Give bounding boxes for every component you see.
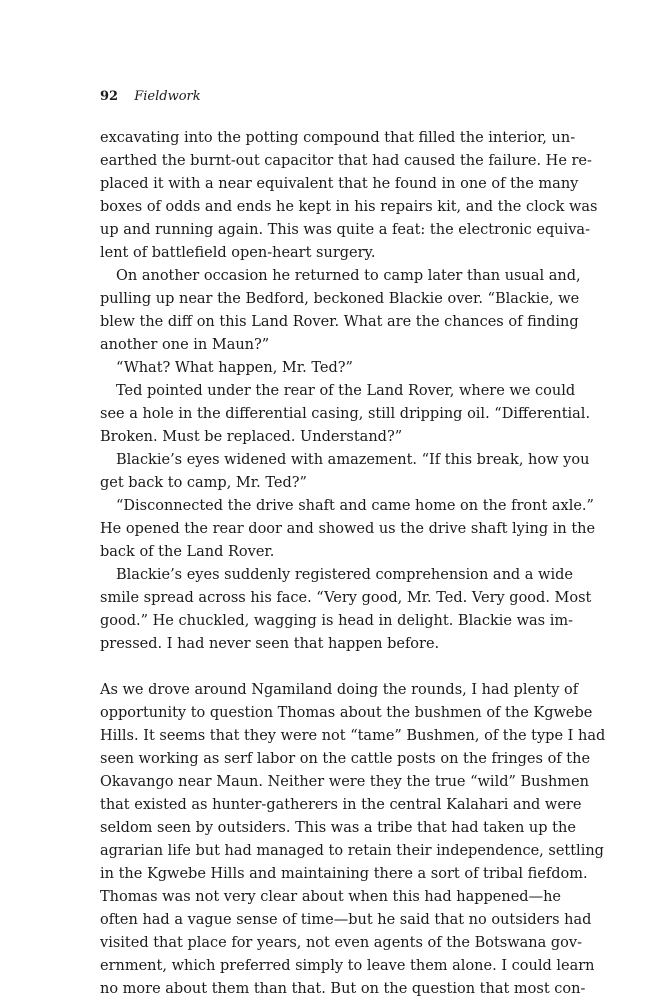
text-line: ernment, which preferred simply to leave them alone. I could learn xyxy=(100,958,595,974)
text-line: Ted pointed under the rear of the Land Rover, where we could xyxy=(116,383,576,399)
text-line: On another occasion he returned to camp later than usual and, xyxy=(116,268,581,284)
text-line: see a hole in the differential casing, still dripping oil. “Differential. xyxy=(100,406,591,422)
text-line: boxes of odds and ends he kept in his repairs kit, and the clock was xyxy=(100,199,598,215)
text-line: back of the Land Rover. xyxy=(100,544,275,560)
text-line: often had a vague sense of time—but he said that no outsiders had xyxy=(100,912,592,928)
text-line: pulling up near the Bedford, beckoned Blackie over. “Blackie, we xyxy=(100,291,580,307)
text-line: blew the diff on this Land Rover. What are the chances of finding xyxy=(100,314,579,330)
text-line: seen working as serf labor on the cattle posts on the fringes of the xyxy=(100,751,591,767)
chapter-title: Fieldwork xyxy=(134,89,201,104)
text-line: placed it with a near equivalent that he found in one of the many xyxy=(100,176,579,192)
text-line: smile spread across his face. “Very good, Mr. Ted. Very good. Most xyxy=(100,590,592,606)
text-line: Okavango near Maun. Neither were they the true “wild” Bushmen xyxy=(100,774,589,790)
text-line: Blackie’s eyes suddenly registered comprehension and a wide xyxy=(116,567,573,583)
text-line: opportunity to question Thomas about the bushmen of the Kgwebe xyxy=(100,705,593,721)
text-line: Broken. Must be replaced. Understand?” xyxy=(100,429,403,445)
text-line: Blackie’s eyes widened with amazement. “If this break, how you xyxy=(116,452,590,468)
text-line: earthed the burnt-out capacitor that had caused the failure. He re- xyxy=(100,153,592,169)
text-line: up and running again. This was quite a feat: the electronic equiva- xyxy=(100,222,590,238)
text-line: As we drove around Ngamiland doing the rounds, I had plenty of xyxy=(100,682,579,698)
text-line: good.” He chuckled, wagging is head in delight. Blackie was im- xyxy=(100,613,573,629)
text-line: excavating into the potting compound that filled the interior, un- xyxy=(100,130,576,146)
text-line: Thomas was not very clear about when this had happened—he xyxy=(100,889,562,905)
text-line: pressed. I had never seen that happen before. xyxy=(100,636,440,652)
text-line: that existed as hunter-gatherers in the central Kalahari and were xyxy=(100,797,582,813)
page-number: 92 xyxy=(100,89,119,104)
text-line: He opened the rear door and showed us the drive shaft lying in the xyxy=(100,521,596,537)
text-line: agrarian life but had managed to retain their independence, settling xyxy=(100,843,604,859)
text-line: “What? What happen, Mr. Ted?” xyxy=(116,360,353,376)
text-line: “Disconnected the drive shaft and came home on the front axle.” xyxy=(116,498,594,514)
text-line: lent of battlefield open-heart surgery. xyxy=(100,245,376,261)
text-line: get back to camp, Mr. Ted?” xyxy=(100,475,307,491)
running-head xyxy=(100,89,201,105)
text-line: Hills. It seems that they were not “tame” Bushmen, of the type I had xyxy=(100,728,606,744)
text-line: seldom seen by outsiders. This was a tribe that had taken up the xyxy=(100,820,576,836)
text-line: visited that place for years, not even agents of the Botswana gov- xyxy=(100,935,582,951)
text-line: no more about them than that. But on the question that most con- xyxy=(100,981,586,997)
text-line: another one in Maun?” xyxy=(100,337,270,353)
text-line: in the Kgwebe Hills and maintaining there a sort of tribal fiefdom. xyxy=(100,866,588,882)
